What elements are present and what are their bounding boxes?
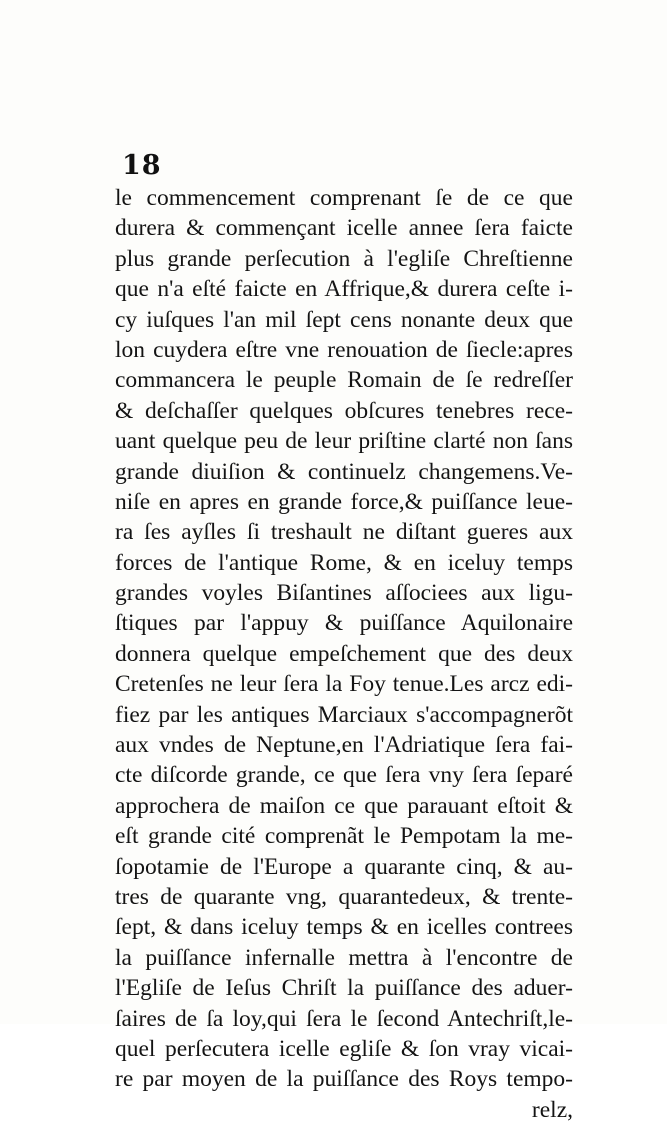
text-line: l'Egliſe de Ieſus Chriſt la puiſſance des aduer- (115, 975, 573, 1002)
text-line: approchera de maiſon ce que parauant eſtoit & (115, 792, 573, 819)
text-line: ra ſes ayſles ſi treshault ne diſtant gueres aux (115, 519, 573, 546)
page-number: 18 (122, 150, 162, 181)
text-line: grande diuiſion & continuelz changemens.Ve- (115, 458, 573, 485)
text-line: niſe en apres en grande force,& puiſſance leue- (115, 488, 573, 515)
text-line: grandes voyles Biſantines aſſociees aux ligu- (115, 580, 573, 607)
text-line: ſtiques par l'appuy & puiſſance Aquilonaire (115, 610, 573, 637)
text-line: ſept, & dans iceluy temps & en icelles contrees (115, 914, 573, 941)
text-line: commancera le peuple Romain de ſe redreſſer (115, 367, 573, 394)
text-line: ſaires de ſa loy,qui ſera le ſecond Antechriſt,le- (115, 1005, 573, 1032)
text-line: fiez par les antiques Marciaux s'accompagnerõt (115, 701, 573, 728)
text-line: Cretenſes ne leur ſera la Foy tenue.Les arcz edi- (115, 671, 573, 698)
text-line: la puiſſance infernalle mettra à l'encontre de (115, 944, 573, 971)
text-line: ſopotamie de l'Europe a quarante cinq, & au- (115, 853, 573, 880)
text-line: & deſchaſſer quelques obſcures tenebres rece- (115, 397, 573, 424)
text-line: plus grande perſecution à l'egliſe Chreſtienne (115, 245, 573, 272)
body-text (115, 183, 573, 1125)
text-line: que n'a eſté faicte en Affrique,& durera ceſte i- (115, 276, 573, 303)
text-line: lon cuydera eſtre vne renouation de ſiecle:apres (115, 336, 573, 363)
text-line: eſt grande cité comprenãt le Pempotam la me- (115, 823, 573, 850)
text-line: quel perſecutera icelle egliſe & ſon vray vicai- (115, 1035, 573, 1062)
text-line: cte diſcorde grande, ce que ſera vny ſera ſeparé (115, 762, 573, 789)
text-line: uant quelque peu de leur priſtine clarté non ſans (115, 428, 573, 455)
text-line: le commencement comprenant ſe de ce que (115, 185, 573, 211)
text-line: tres de quarante vng, quarantedeux, & trente- (115, 883, 573, 910)
text-line: durera & commençant icelle annee ſera faicte (115, 215, 573, 242)
text-line: cy iuſques l'an mil ſept cens nonante deux que (115, 306, 573, 333)
text-line: forces de l'antique Rome, & en iceluy temps (115, 549, 573, 576)
text-line: donnera quelque empeſchement que des deux (115, 640, 573, 667)
text-line-catchword: relz, (531, 1096, 573, 1123)
text-line: re par moyen de la puiſſance des Roys tempo- (115, 1066, 573, 1093)
text-line: aux vndes de Neptune,en l'Adriatique ſera fai- (115, 732, 573, 759)
